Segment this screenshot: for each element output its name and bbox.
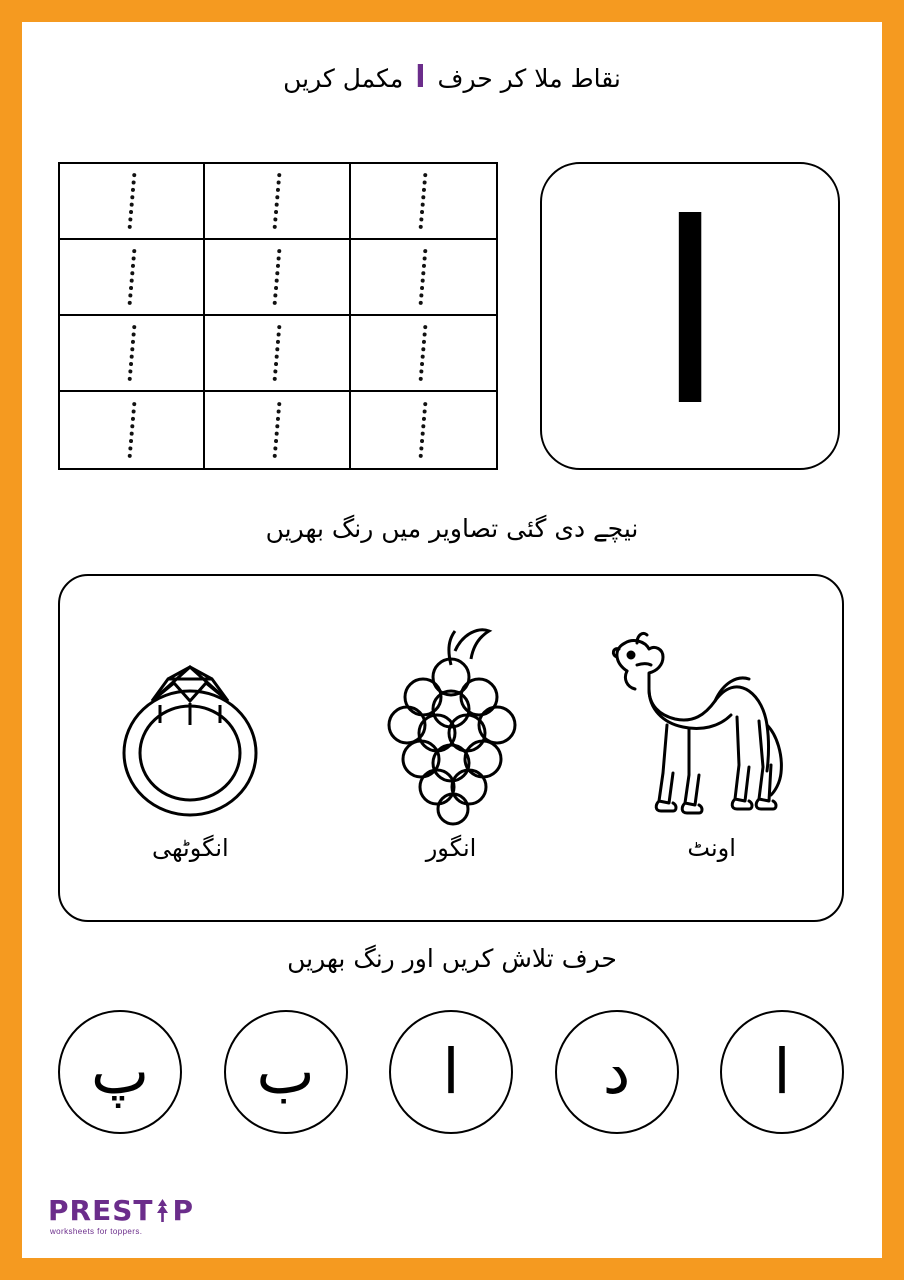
dotted-alif-icon bbox=[273, 402, 282, 458]
picture-item-ring bbox=[60, 576, 321, 920]
dotted-alif-icon bbox=[127, 249, 136, 305]
find-letter-instruction: حرف تلاش کریں اور رنگ بھریں bbox=[287, 944, 617, 973]
trace-cell[interactable] bbox=[205, 240, 350, 316]
dotted-alif-icon bbox=[419, 249, 428, 305]
trace-cell[interactable] bbox=[205, 316, 350, 392]
letter-circles-row bbox=[58, 1008, 844, 1136]
trace-cell[interactable] bbox=[205, 164, 350, 240]
picture-item-camel bbox=[581, 576, 842, 920]
picture-item-grapes bbox=[321, 576, 582, 920]
trace-cell[interactable] bbox=[60, 240, 205, 316]
letter-circle[interactable]: پ bbox=[58, 1010, 182, 1134]
ring-icon bbox=[90, 602, 290, 832]
trace-cell[interactable] bbox=[351, 240, 496, 316]
picture-label-camel: اونٹ bbox=[687, 834, 736, 862]
trace-cell[interactable] bbox=[351, 316, 496, 392]
tree-icon bbox=[154, 1199, 171, 1223]
dotted-alif-icon bbox=[273, 249, 282, 305]
trace-cell[interactable] bbox=[60, 392, 205, 468]
logo-text-left: PREST bbox=[48, 1194, 154, 1227]
trace-cell[interactable] bbox=[205, 392, 350, 468]
letter-circle[interactable]: ا bbox=[389, 1010, 513, 1134]
letter-circle[interactable]: د bbox=[555, 1010, 679, 1134]
dotted-alif-icon bbox=[127, 325, 136, 381]
dotted-alif-icon bbox=[419, 173, 428, 229]
dotted-alif-icon bbox=[273, 325, 282, 381]
logo-wordmark bbox=[48, 1194, 195, 1227]
trace-cell[interactable] bbox=[351, 392, 496, 468]
title-suffix: مکمل کریں bbox=[283, 64, 404, 93]
trace-cell[interactable] bbox=[60, 316, 205, 392]
trace-cell[interactable] bbox=[60, 164, 205, 240]
title-letter: ا bbox=[415, 60, 426, 95]
letter-showcase-card bbox=[540, 162, 840, 470]
dotted-alif-icon bbox=[419, 402, 428, 458]
trace-cell[interactable] bbox=[351, 164, 496, 240]
letter-circle[interactable]: ا bbox=[720, 1010, 844, 1134]
grapes-icon bbox=[351, 602, 551, 832]
coloring-instruction: نیچے دی گئی تصاویر میں رنگ بھریں bbox=[265, 514, 639, 543]
logo-tagline: worksheets for toppers. bbox=[50, 1227, 143, 1236]
page-title bbox=[22, 60, 882, 95]
brand-logo bbox=[48, 1190, 194, 1236]
worksheet-page bbox=[22, 22, 882, 1258]
dotted-alif-icon bbox=[273, 173, 282, 229]
dotted-alif-icon bbox=[127, 173, 136, 229]
dotted-alif-icon bbox=[419, 325, 428, 381]
dotted-alif-icon bbox=[127, 402, 136, 458]
camel-icon bbox=[597, 602, 827, 832]
pictures-panel bbox=[58, 574, 844, 922]
logo-text-right: P bbox=[172, 1194, 195, 1227]
title-prefix: نقاط ملا کر حرف bbox=[437, 64, 621, 93]
letter-circle[interactable]: ب bbox=[224, 1010, 348, 1134]
letter-glyph: ا bbox=[655, 170, 725, 461]
tracing-grid bbox=[58, 162, 498, 470]
picture-label-grapes: انگور bbox=[425, 834, 477, 862]
picture-label-ring: انگوٹھی bbox=[151, 834, 229, 862]
